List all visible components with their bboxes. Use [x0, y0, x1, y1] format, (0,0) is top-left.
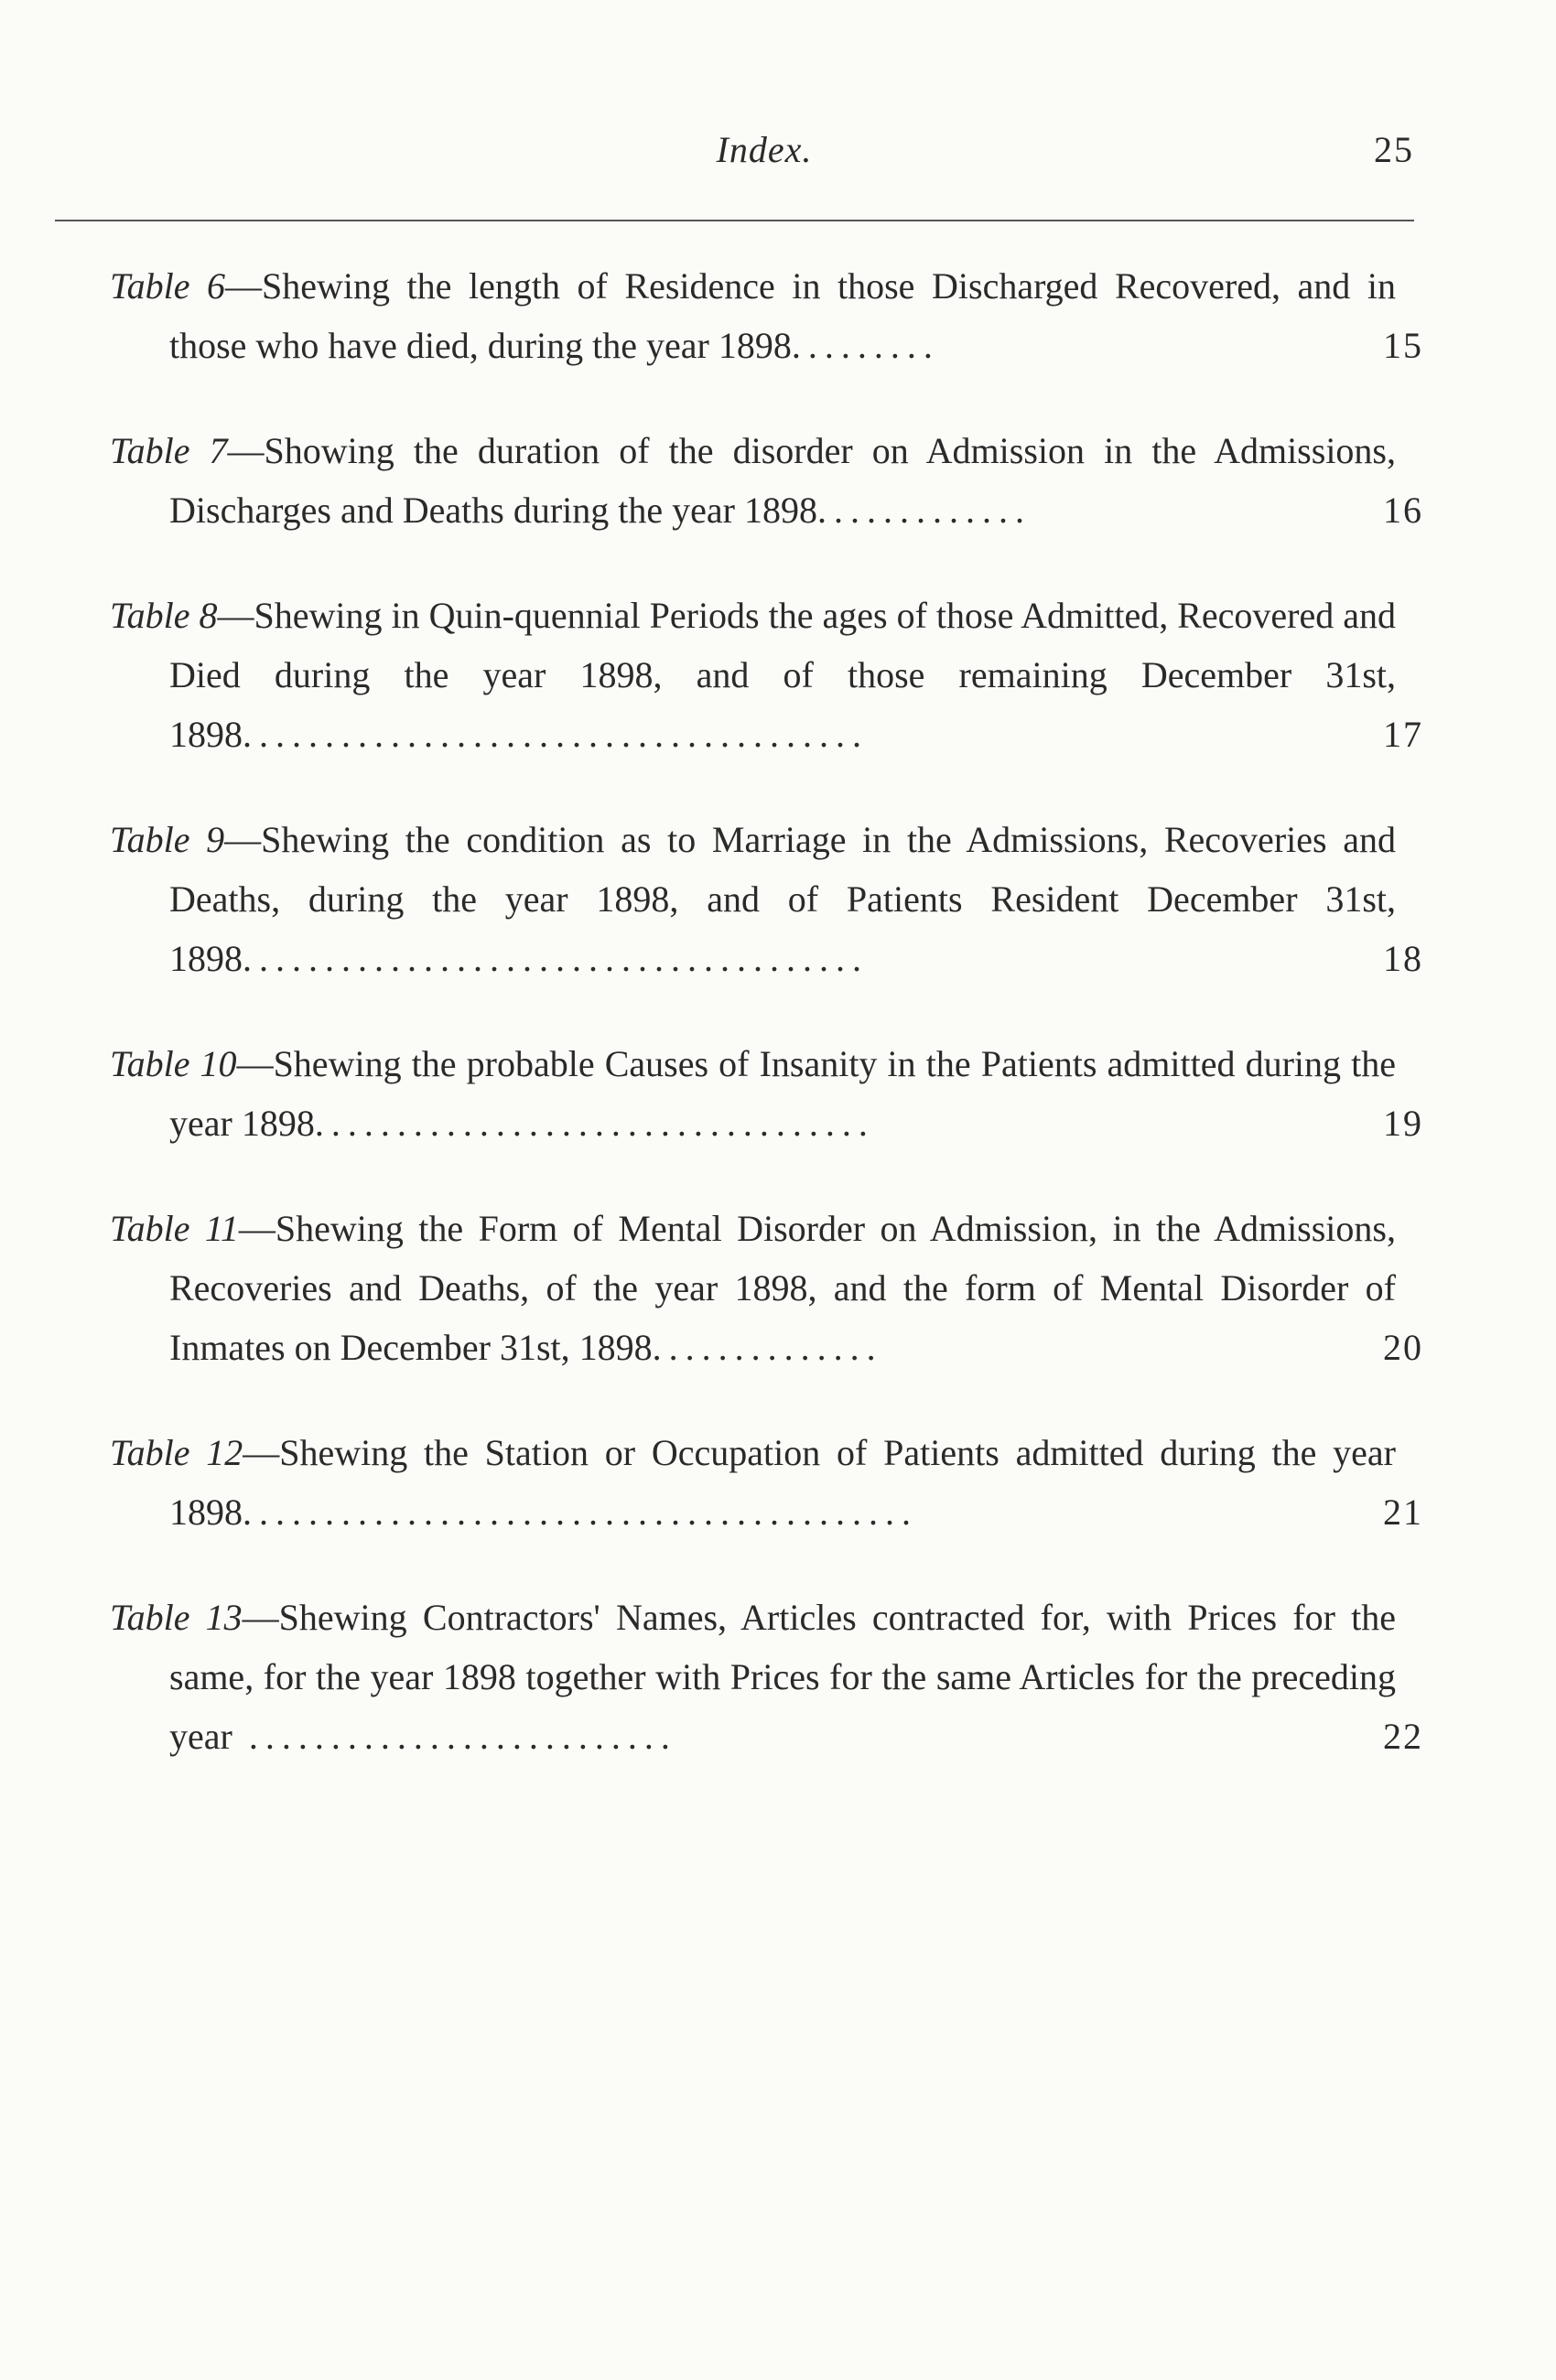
dot-leader: .......................... [232, 1716, 677, 1757]
index-entry-table-11 [110, 1199, 1423, 1377]
entry-table-label: Table 8 [110, 595, 218, 636]
entry-text: —Shewing the condition as to Marriage in the Admissions, Recoveries and Deaths, during the year 1898, and of Patients Resident December 31st, 1898 [169, 819, 1396, 979]
entry-description [110, 586, 1396, 764]
index-entry-table-10 [110, 1034, 1423, 1153]
entry-table-label: Table 9 [110, 819, 225, 860]
entry-table-label: Table 11 [110, 1208, 239, 1249]
index-entry-table-6 [110, 256, 1423, 375]
dot-leader: ......... [791, 325, 940, 366]
page-header [114, 128, 1414, 183]
entry-table-label: Table 10 [110, 1043, 237, 1084]
entry-page-number: 22 [1383, 1716, 1423, 1757]
entry-table-label: Table 7 [110, 430, 228, 471]
entry-text: —Shewing the probable Causes of Insanity in the Patients admitted during the year 1898 [169, 1043, 1396, 1144]
dot-leader: ...................................... [243, 714, 869, 755]
dot-leader: ............. [816, 490, 1032, 531]
entry-table-label: Table 13 [110, 1597, 243, 1638]
entry-text: —Shewing the Station or Occupation of Patients admitted during the year 1898 [169, 1432, 1396, 1533]
entry-text: —Showing the duration of the disorder on Admission in the Admissions, Discharges and Deaths during the year 1898 [169, 430, 1396, 531]
entry-page-number: 19 [1383, 1103, 1423, 1144]
entry-text: —Shewing Contractors' Names, Articles contracted for, with Prices for the same, for the year 1898 together with Prices for the same Articles for the preceding year [169, 1597, 1396, 1757]
entry-page-number: 15 [1383, 325, 1423, 366]
entry-description [110, 256, 1396, 375]
entry-description [110, 810, 1396, 988]
entry-description [110, 1034, 1396, 1153]
entry-table-label: Table 6 [110, 265, 225, 307]
entry-page-number: 18 [1383, 938, 1423, 979]
page-number: 25 [1374, 129, 1414, 170]
entry-page-number: 21 [1383, 1492, 1423, 1533]
entry-page-number: 17 [1383, 714, 1423, 755]
page-title: Index. [716, 129, 813, 170]
entry-text: —Shewing the Form of Mental Disorder on Admission, in the Admissions, Recoveries and Deaths, of the year 1898, and the form of Mental Disorder of Inmates on December 31st, 1898 [169, 1208, 1396, 1368]
entry-page-number: 20 [1383, 1327, 1423, 1368]
dot-leader: ...................................... [243, 938, 869, 979]
entry-page-number: 16 [1383, 490, 1423, 531]
index-entry-table-7 [110, 421, 1423, 540]
index-entry-table-12 [110, 1423, 1423, 1542]
dot-leader: .............. [652, 1327, 883, 1368]
entry-description [110, 1423, 1396, 1542]
entry-description [110, 1199, 1396, 1377]
index-entry-table-8 [110, 586, 1423, 764]
entry-text: —Shewing in Quin-quennial Periods the ages of those Admitted, Recovered and Died during the year 1898, and of those remaining December 31st, 1898 [169, 595, 1396, 755]
entry-description [110, 421, 1396, 540]
entry-table-label: Table 12 [110, 1432, 243, 1473]
index-entry-table-9 [110, 810, 1423, 988]
entry-description [110, 1588, 1396, 1766]
header-rule [55, 220, 1414, 221]
index-list [110, 256, 1423, 1812]
dot-leader: .................................. [314, 1103, 875, 1144]
index-entry-table-13 [110, 1588, 1423, 1766]
dot-leader: ......................................... [243, 1492, 918, 1533]
entry-text: —Shewing the length of Residence in those Discharged Recovered, and in those who have died, during the year 1898 [169, 265, 1396, 366]
